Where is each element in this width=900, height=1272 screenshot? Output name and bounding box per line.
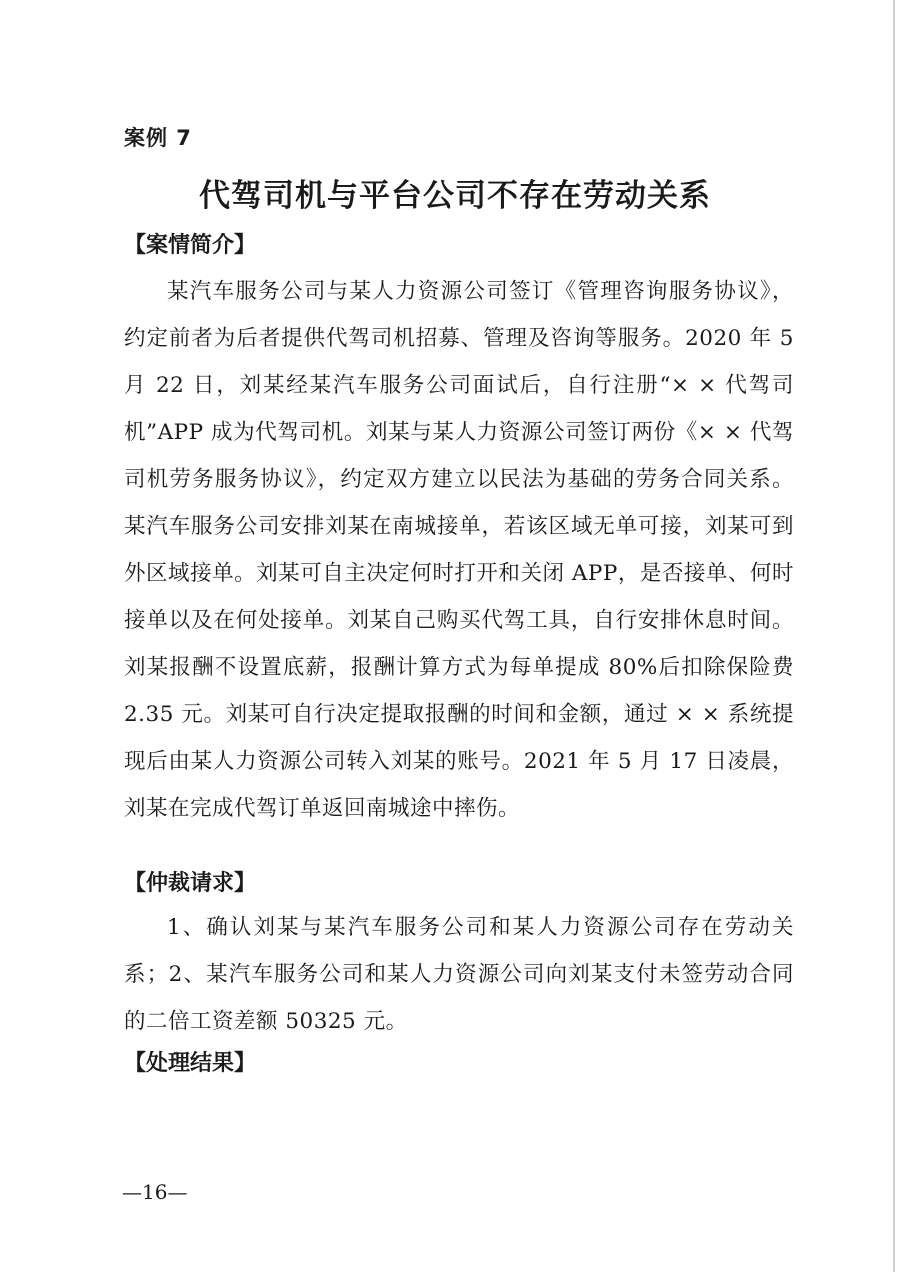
section-heading-result: 【处理结果】 — [124, 1051, 257, 1076]
claims-paragraph: 1、确认刘某与某汽车服务公司和某人力资源公司存在劳动关系；2、某汽车服务公司和某人力资源公司向刘某支付未签劳动合同的二倍工资差额 50325 元。 — [124, 915, 794, 1034]
document-title: 代驾司机与平台公司不存在劳动关系 — [199, 178, 711, 214]
facts-paragraph: 某汽车服务公司与某人力资源公司签订《管理咨询服务协议》，约定前者为后者提供代驾司机招募、管理及咨询等服务。2020 年 5 月 22 日，刘某经某汽车服务公司面试后，自行注册“× × 代驾司机”APP 成为代驾司机。刘某与某人力资源公司签订两份《× × 代驾司机劳务服务协议》，约定双方建立以民法为基础的劳务合同关系。某汽车服务公司安排刘某在南城接单，若该区域无单可接，刘某可到外区域接单。刘某可自主决定何时打开和关闭 APP，是否接单、何时接单以及在何处接单。刘某自己购买代驾工具，自行安排休息时间。刘某报酬不设置底薪，报酬计算方式为每单提成 80%后扣除保险费 2.35 元。刘某可自行决定提取报酬的时间和金额，通过 × × 系统提现后由某人力资源公司转入刘某的账号。2021 年 5 月 17 日凌晨，刘某在完成代驾订单返回南城途中摔伤。 — [124, 279, 794, 821]
section-heading-claims: 【仲裁请求】 — [124, 871, 257, 896]
section-heading-facts: 【案情简介】 — [124, 233, 257, 258]
page-number: —16— — [122, 1180, 188, 1204]
case-label: 案例 7 — [124, 126, 192, 150]
